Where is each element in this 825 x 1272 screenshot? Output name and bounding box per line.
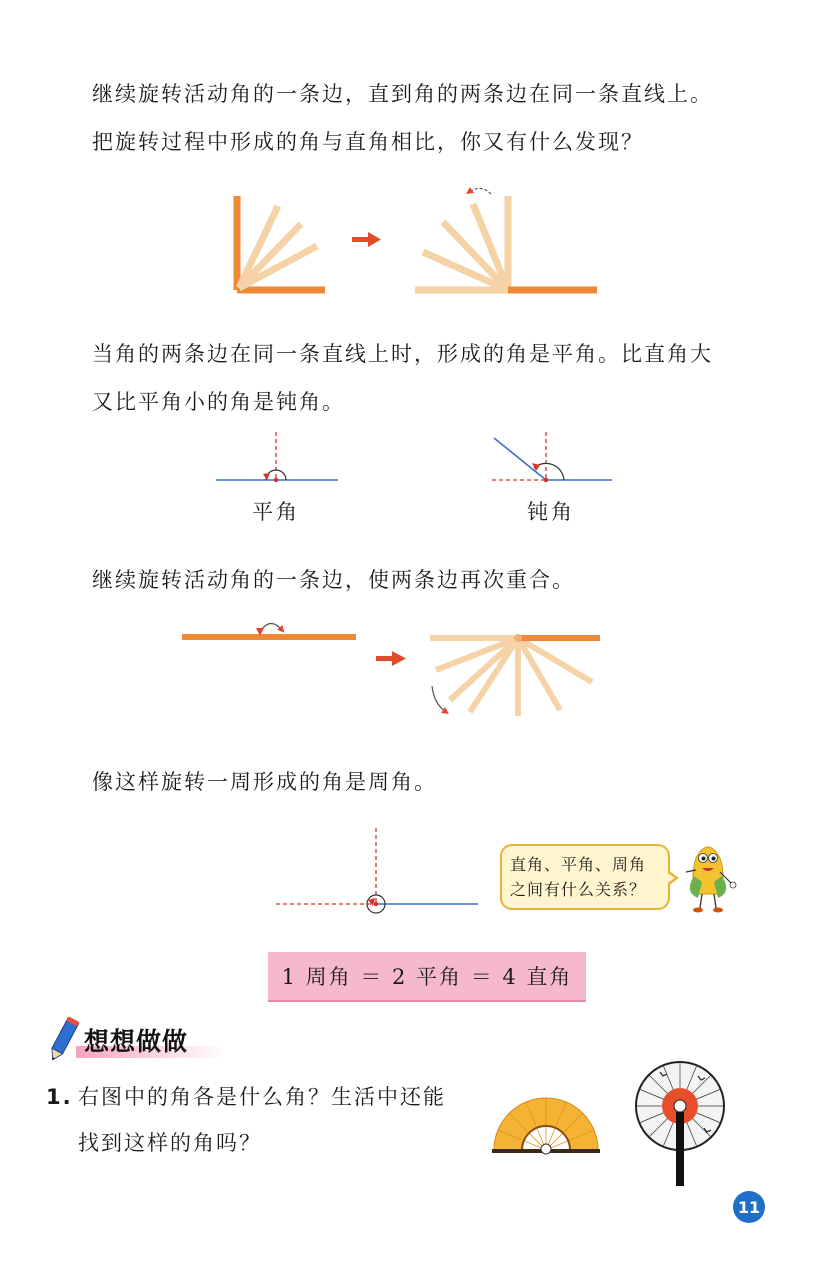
obtuse-angle-label: 钝角 [527,500,575,524]
folding-fan-image [488,1086,604,1162]
full-angle-diagram [272,824,484,920]
round-fan-image [630,1058,730,1190]
right-arrow-icon [376,651,406,666]
corn-mascot-icon [680,836,740,916]
exercise-1 [46,1074,446,1166]
section-title: 想想做做 [84,1027,189,1056]
straight-angle-diagram [210,428,350,488]
intro-paragraph [92,70,713,166]
intro-line-1: 继续旋转活动角的一条边，直到角的两条边在同一条直线上。 [92,82,713,106]
rotation-arrow-icon [260,623,282,632]
speech-bubble-line-2: 之间有什么关系？ [510,880,647,899]
right-arrow-icon [352,232,381,247]
page-number: 11 [733,1191,765,1223]
speech-bubble-line-1: 直角、平角、周角 [510,855,647,874]
angle-relationship-formula: 1 周角 ＝ 2 平角 ＝ 4 直角 [268,952,586,1002]
right-angle-sticks [237,196,325,290]
exercise-number: 1. [46,1085,73,1109]
straight-angle-label: 平角 [252,500,300,524]
overlapping-sticks [182,623,356,640]
section-heading [46,1016,226,1066]
fan-sticks [430,638,600,716]
full-angle-paragraph: 像这样旋转一周形成的角是周角。 [92,770,437,794]
full-rotation-illustration [178,608,608,723]
rotate-again-paragraph: 继续旋转活动角的一条边，使两条边再次重合。 [92,568,575,592]
exercise-1-line-1: 右图中的角各是什么角？生活中还能 [78,1085,446,1109]
rotation-to-straight-illustration [225,180,525,305]
straight-angle-line-1: 当角的两条边在同一条直线上时，形成的角是平角。比直角大 [92,342,713,366]
exercise-1-line-2: 找到这样的角吗？ [78,1131,262,1155]
straight-angle-sticks [415,188,597,290]
straight-angle-paragraph [92,330,713,426]
straight-angle-line-2: 又比平角小的角是钝角。 [92,390,345,414]
rotation-arrow-icon [469,188,491,194]
intro-line-2: 把旋转过程中形成的角与直角相比，你又有什么发现？ [92,130,644,154]
speech-bubble [500,844,670,910]
rotation-arrow-icon [432,686,446,712]
obtuse-angle-diagram [488,428,628,488]
